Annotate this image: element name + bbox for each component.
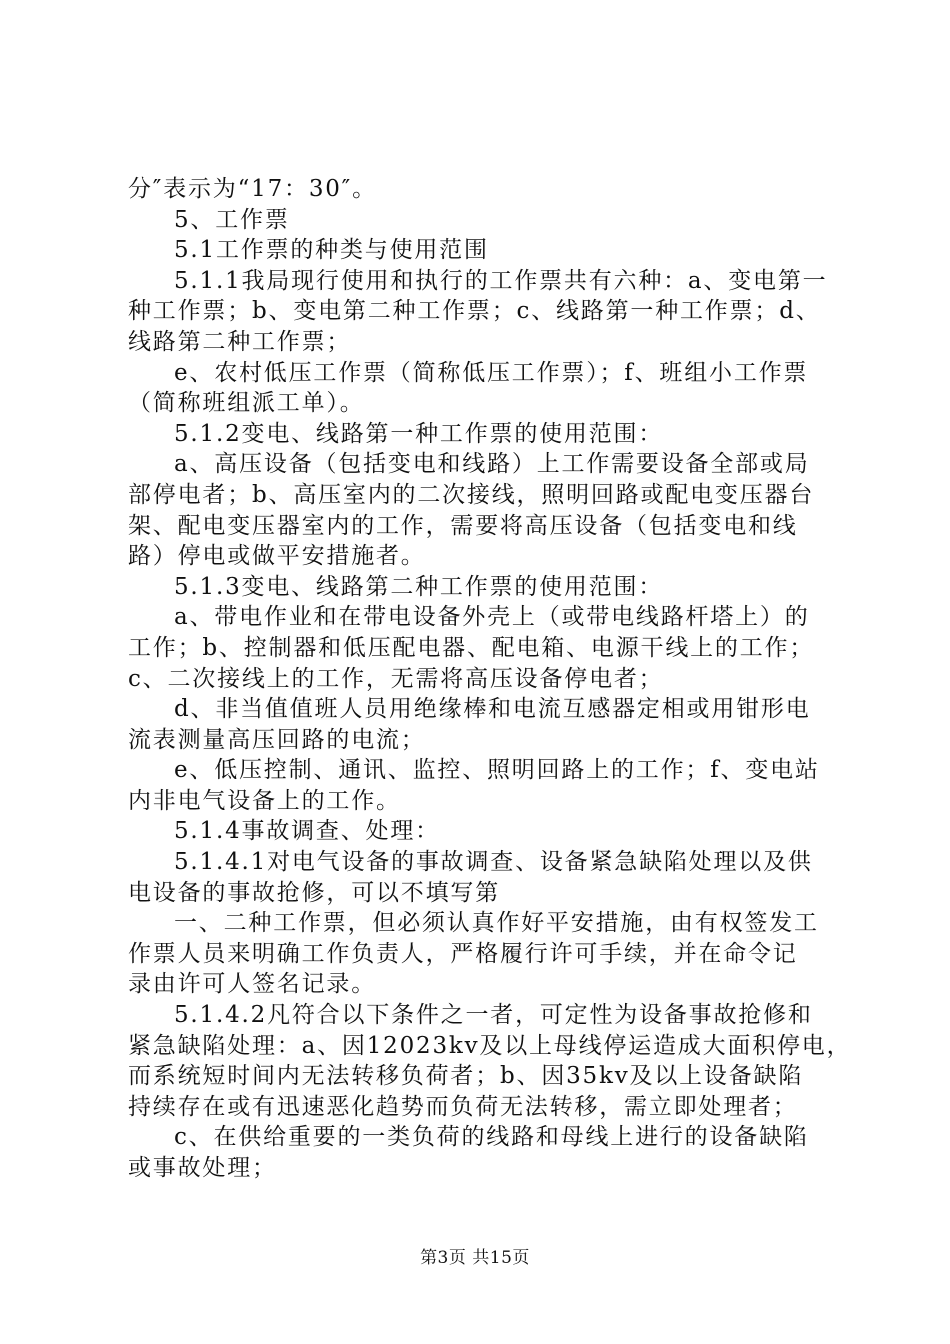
text-line: 架、配电变压器室内的工作，需要将高压设备（包括变电和线 [128,512,798,539]
text-line: 5.1.4.1对电气设备的事故调查、设备紧急缺陷处理以及供 [174,849,813,876]
text-line: 流表测量高压回路的电流； [128,726,426,753]
text-line: 内非电气设备上的工作。 [128,787,401,814]
page-footer: 第3页 共15页 [420,1248,530,1268]
text-line: 一、二种工作票，但必须认真作好平安措施，由有权签发工 [174,910,819,937]
text-line: e、低压控制、通讯、监控、照明回路上的工作；f、变电站 [174,757,820,784]
text-line: d、非当值值班人员用绝缘棒和电流互感器定相或用钳形电 [174,696,811,723]
text-line: 录由许可人签名记录。 [128,971,376,998]
text-line: 路）停电或做平安措施者。 [128,543,426,570]
text-line: 线路第二种工作票； [128,328,352,355]
text-line: 电设备的事故抢修，可以不填写第 [128,879,500,906]
text-line: a、高压设备（包括变电和线路）上工作需要设备全部或局 [174,451,810,478]
text-line: c、在供给重要的一类负荷的线路和母线上进行的设备缺陷 [174,1124,809,1151]
text-line: 分″表示为“17：30″。 [128,176,377,202]
text-line: （简称班组派工单）。 [128,390,365,417]
text-line: 或事故处理； [128,1155,277,1181]
text-line: 紧急缺陷处理：a、因12023kv及以上母线停运造成大面积停电， [128,1032,852,1059]
text-line: 5.1.1我局现行使用和执行的工作票共有六种：a、变电第一 [174,267,828,294]
text-line: 5.1.4事故调查、处理： [174,818,440,845]
text-line: e、农村低压工作票（简称低压工作票）；f、班组小工作票 [174,359,809,386]
text-line: a、带电作业和在带电设备外壳上（或带电线路杆塔上）的 [174,604,810,631]
text-line: 而系统短时间内无法转移负荷者；b、因35kv及以上设备缺陷 [128,1063,804,1090]
text-line: 持续存在或有迅速恶化趋势而负荷无法转移，需立即处理者； [128,1093,798,1120]
text-line: 5.1.4.2凡符合以下条件之一者，可定性为设备事故抢修和 [174,1002,813,1029]
text-line: 5.1.2变电、线路第一种工作票的使用范围： [174,420,664,447]
text-line: 部停电者；b、高压室内的二次接线，照明回路或配电变压器台 [128,481,815,508]
text-line: 种工作票；b、变电第二种工作票；c、线路第一种工作票；d、 [128,298,821,325]
text-line: 5、工作票 [174,206,290,233]
text-line: c、二次接线上的工作，无需将高压设备停电者； [128,665,664,692]
text-line: 工作；b、控制器和低压配电器、配电箱、电源干线上的工作； [128,634,815,661]
text-line: 5.1.3变电、线路第二种工作票的使用范围： [174,573,664,600]
text-line: 作票人员来明确工作负责人，严格履行许可手续，并在命令记 [128,940,798,967]
document-body [128,174,852,1184]
text-line: 5.1工作票的种类与使用范围 [174,237,489,264]
